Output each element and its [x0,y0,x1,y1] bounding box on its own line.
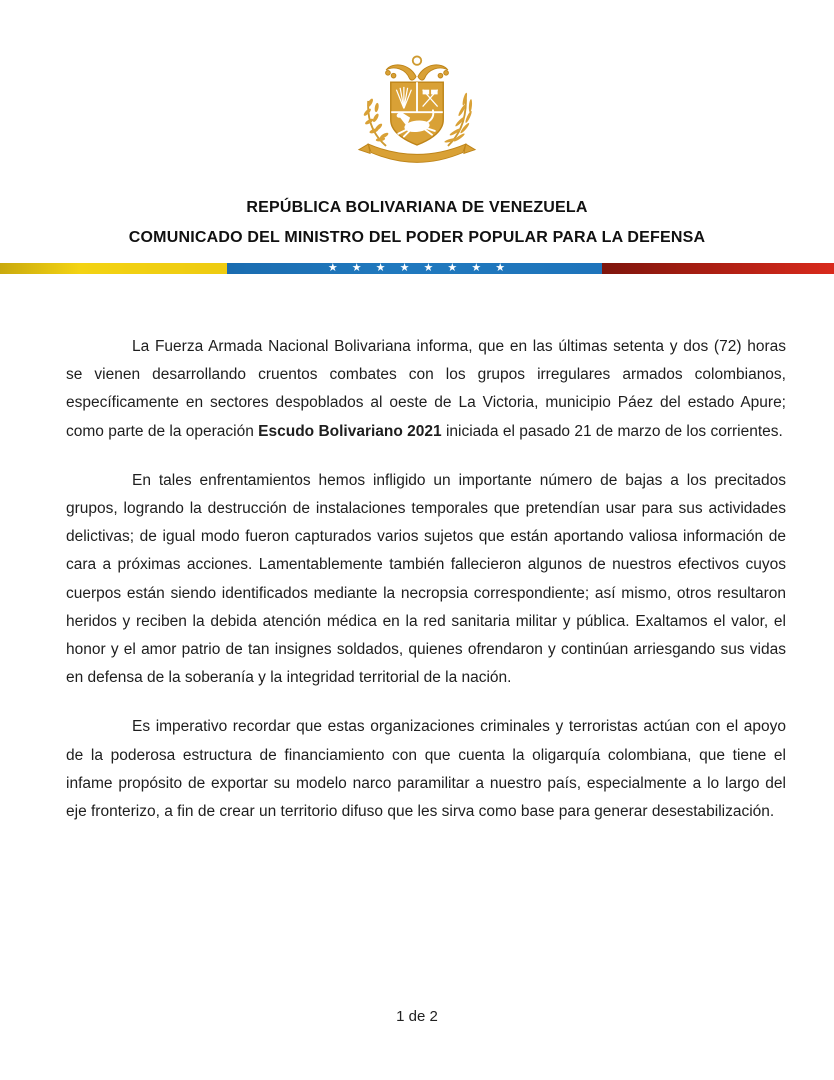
flag-band-blue [227,263,602,274]
document-title: REPÚBLICA BOLIVARIANA DE VENEZUELA [246,199,588,216]
document-body [66,333,786,847]
paragraph-2: En tales enfrentamientos hemos infligido un importante número de bajas a los precitados grupos, logrando la destrucción de instalaciones temporales que pretendían usar para sus actividades delictivas; de igual modo fueron capturados varios sujetos que están aportando valiosa información de cara a próximas acciones. Lamentablemente también fallecieron algunos de nuestros efectivos cuyos cuerpos están siendo identificados mediante la necropsia correspondiente; así mismo, otros resultaron heridos y reciben la debida atención médica en la red sanitaria militar y pública. Exaltamos el valor, el honor y el amor patrio de tan insignes soldados, quienes ofrendaron y continúan arriesgando sus vidas en defensa de la soberanía y la integridad territorial de la nación. [66,471,786,687]
flag-band-stars: ★ ★ ★ ★ ★ ★ ★ ★ [327,262,507,274]
document-subtitle: COMUNICADO DEL MINISTRO DEL PODER POPULAR PARA LA DEFENSA [128,229,706,246]
coat-of-arms-icon [342,54,492,181]
flag-band-red [602,263,834,274]
paragraph-3: Es imperativo recordar que estas organizaciones criminales y terroristas actúan con el apoyo de la poderosa estructura de financiamiento con que cuenta la oligarquía colombiana, que tiene el infame propósito de exportar su modelo narco paramilitar a nuestro país, especialmente a lo largo del eje fronterizo, a fin de crear un territorio difuso que les sirva como base para generar desestabilización. [66,718,786,821]
flag-band-yellow [0,263,227,274]
flag-band [0,263,834,274]
page-number: 1 de 2 [396,1008,438,1025]
paragraph-1: La Fuerza Armada Nacional Bolivariana informa, que en las últimas setenta y dos (72) horas se vienen desarrollando cruentos combates con los grupos irregulares armados colombianos, específicamente en sectores despoblados al oeste de La Victoria, municipio Páez del estado Apure; como parte de la operación Escudo Bolivariano 2021 iniciada el pasado 21 de marzo de los corrientes. [66,338,786,440]
